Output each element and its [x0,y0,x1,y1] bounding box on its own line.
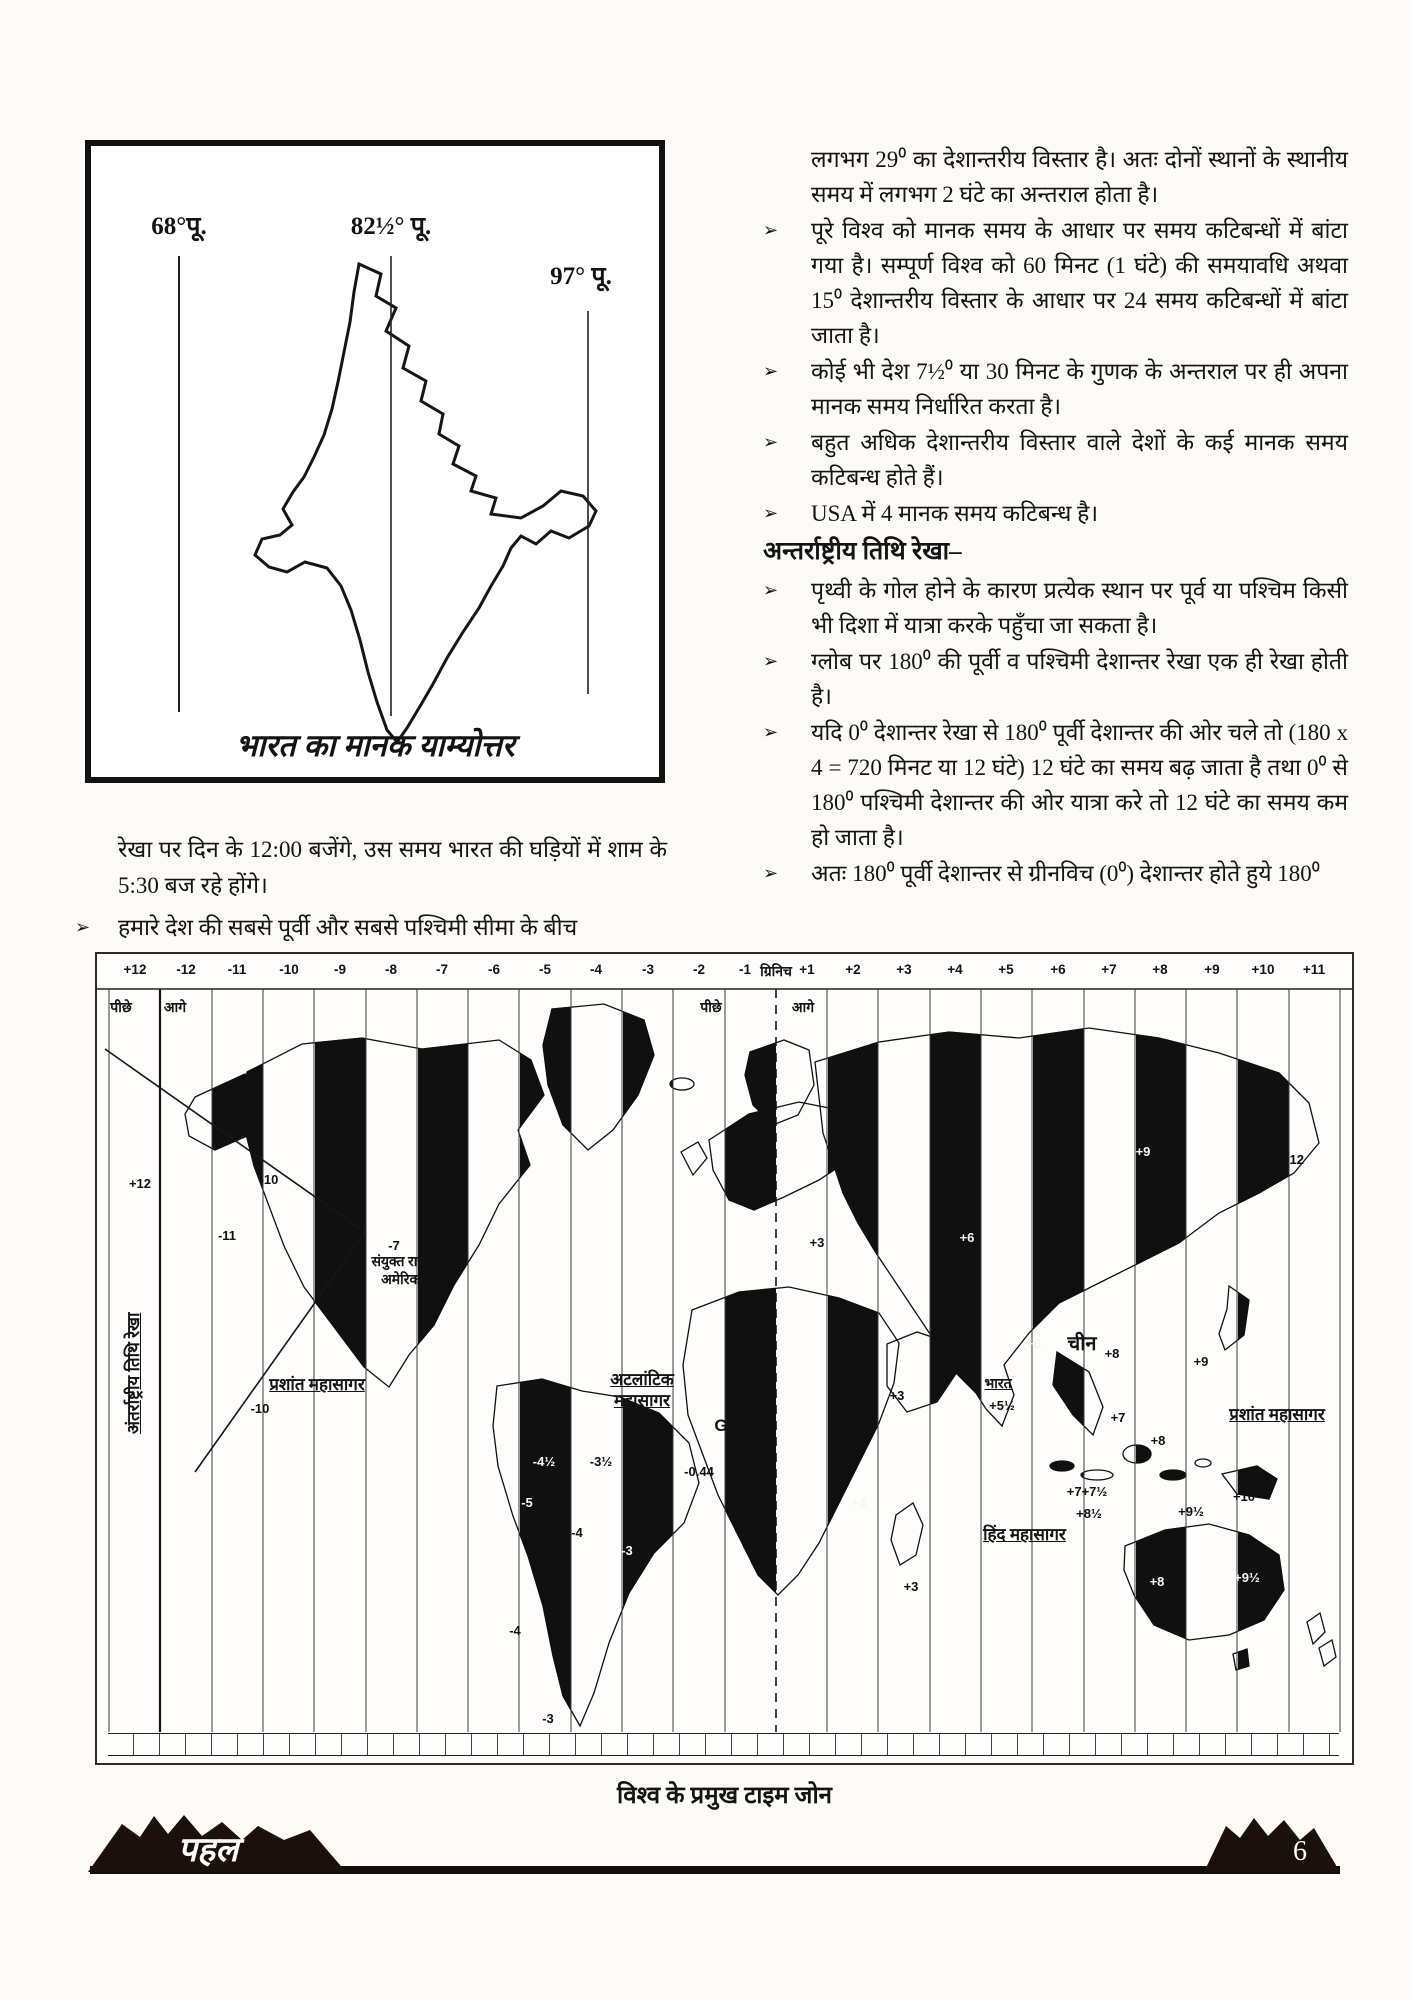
pacific-ocean-east-label: प्रशांत महासागर [1229,1405,1325,1424]
zone-value: +9 [1193,1354,1209,1369]
zone-number: -4 [589,962,603,977]
left-bullet-item [75,910,667,946]
zone-number: -3 [641,962,655,977]
zone-number: +9 [1204,962,1220,977]
zone-number: -12 [176,962,196,977]
zone-number: -5 [538,962,552,977]
zone-number: -10 [279,962,299,977]
zone-value: +7 [1110,1410,1126,1425]
page-number-shape [1204,1818,1340,1872]
zone-value: +12 [128,1176,152,1191]
bullet-arrow-icon: ➢ [763,220,779,241]
zone-value: +9½ [1178,1504,1204,1519]
zone-number: -11 [227,962,247,977]
ahead-label: आगे [163,1001,187,1016]
zone-value: +3 [851,1495,867,1510]
zone-value: -3 [542,1711,554,1726]
india-outline [255,264,596,742]
bullet-arrow-icon: ➢ [763,503,779,524]
zone-value: +9½ [1234,1570,1260,1585]
zone-value: +12 [1281,1152,1305,1167]
china-label: चीन [1067,1333,1097,1355]
zone-value: +5½ [989,1398,1015,1413]
pacific-ocean-west-label: प्रशांत महासागर [269,1375,365,1394]
bullet-item: ➢ ग्लोब पर 180⁰ की पूर्वी व पश्चिमी देशान्तर रेखा एक ही रेखा होती है। [763,644,1348,714]
zone-number: +1 [799,962,815,977]
zone-value: -4 [571,1525,583,1540]
behind-label: पीछे [700,1001,722,1016]
text-item: लगभग 29⁰ का देशान्तरीय विस्तार है। अतः दोनों स्थानों के स्थानीय समय में लगभग 2 घंटे का अन्तराल होता है। [811,147,1348,207]
meridian-label-97: 97° पू. [550,263,612,290]
zone-value: +8 [1104,1346,1120,1361]
zone-number: +12 [123,962,147,977]
zone-value: +6 [959,1230,975,1245]
zone-number: +8 [1152,962,1168,977]
bullet-item: ➢ पृथ्वी के गोल होने के कारण प्रत्येक स्थान पर पूर्व या पश्चिम किसी भी दिशा में यात्रा करके पहुँचा जा सकता है। [763,573,1348,643]
zone-value: +8 [1150,1433,1166,1448]
zone-number: +11 [1302,962,1326,977]
zone-number: +5 [998,962,1014,977]
greenwich-label: ग्रिनिच [760,963,792,979]
world-map-drawing [97,954,1352,1763]
world-map-caption: विश्व के प्रमुख टाइम जोन [617,1783,832,1809]
bullet-arrow-icon: ➢ [763,722,779,743]
greenwich-g-label: G [714,1416,728,1435]
bullet-item: ➢ बहुत अधिक देशान्तरीय विस्तार वाले देशों के कई मानक समय कटिबन्ध होते हैं। [763,425,1348,495]
zone-value: +10 [1232,1489,1256,1504]
zone-value: +3 [889,1388,905,1403]
zone-number: +3 [896,962,912,977]
page-footer [88,1810,1344,1880]
atlantic-ocean-label: अटलांटिक महासागर [610,1370,674,1411]
zone-value: -7 [388,1238,400,1253]
behind-label: पीछे [110,1001,132,1016]
greenwich-offset-label: -0.44 [684,1464,714,1479]
meridian-label-82half: 82½° पू. [350,213,432,240]
bullet-arrow-icon: ➢ [763,863,779,884]
zone-value: +8½ [1076,1506,1102,1521]
zone-value: -4 [509,1623,521,1638]
india-meridian-figure [85,140,665,783]
zone-number: +4 [947,962,963,977]
left-paragraph: रेखा पर दिन के 12:00 बजेंगे, उस समय भारत की घड़ियों में शाम के 5:30 बज रहे होंगे। [118,837,667,898]
zone-number: -7 [435,962,449,977]
bullet-arrow-icon: ➢ [75,917,91,938]
right-column [763,142,1348,892]
date-line-label: अंतर्राष्ट्रीय तिथि रेखा [124,1312,143,1434]
bullet-arrow-icon: ➢ [763,580,779,601]
usa-label: संयुक्त राज्य अमेरिका [371,1255,434,1288]
zone-value: -3½ [589,1454,613,1469]
bullet-item: ➢ कोई भी देश 7½⁰ या 30 मिनट के गुणक के अन्तराल पर ही अपना मानक समय निर्धारित करता है। [763,354,1348,424]
zone-number: +10 [1251,962,1275,977]
bullet-item: ➢ अतः 180⁰ पूर्वी देशान्तर से ग्रीनविच (0⁰) देशान्तर होते हुये 180⁰ [763,856,1348,891]
zone-value: -10 [250,1401,270,1416]
indian-ocean-label: हिंद महासागर [983,1525,1066,1544]
zone-value: -11 [217,1228,237,1243]
zone-number: -9 [333,962,347,977]
zone-value: +3 [809,1235,825,1250]
india-label: भारत [984,1377,1012,1392]
zone-number: +2 [845,962,861,977]
zone-value: +9 [1135,1144,1151,1159]
left-column [75,832,667,946]
ahead-label: आगे [791,1001,815,1016]
zone-value: +8 [1026,1336,1042,1351]
zone-value: -10 [259,1172,279,1187]
world-timezone-map [95,952,1354,1765]
zone-value: +3 [903,1579,919,1594]
bullet-item: ➢ पूरे विश्व को मानक समय के आधार पर समय कटिबन्धों में बांटा गया है। सम्पूर्ण विश्व को 60 मिनट (1 घंटे) की समयावधि अथवा 15⁰ देशान्तरीय विस्तार के आधार पर 24 समय कटिबन्धों में बांटा जाता है। [763,213,1348,353]
bullet-arrow-icon: ➢ [763,361,779,382]
zone-number: -2 [692,962,706,977]
map-scale-strip [108,1733,1339,1756]
page-number: 6 [1293,1836,1307,1867]
publisher-logo-text: पहल [177,1832,239,1869]
zone-value: +8 [1149,1574,1165,1589]
zone-value: -3 [621,1543,633,1558]
bullet-arrow-icon: ➢ [763,432,779,453]
zone-number: +6 [1050,962,1066,977]
bullet-item: ➢ USA में 4 मानक समय कटिबन्ध है। [763,496,1348,531]
india-figure-caption: भारत का मानक याम्योत्तर [235,728,515,763]
zone-number: +7 [1101,962,1117,977]
zone-number: -6 [487,962,501,977]
zone-value: +7+7½ [1066,1484,1108,1499]
left-bullet-text: हमारे देश की सबसे पूर्वी और सबसे पश्चिमी सीमा के बीच [118,915,578,940]
zone-number: -1 [738,962,752,977]
meridian-label-68: 68°पू. [151,213,207,240]
zone-number: -8 [384,962,398,977]
bullet-arrow-icon: ➢ [763,651,779,672]
bullet-item: ➢ यदि 0⁰ देशान्तर रेखा से 180⁰ पूर्वी देशान्तर की ओर चले तो (180 x 4 = 720 मिनट या 12 घंटे) 12 घंटे का समय बढ़ जाता है तथा 0⁰ से 180⁰ पश्चिमी देशान्तर की ओर यात्रा करे तो 12 घंटे का समय कम हो जाता है। [763,715,1348,855]
zone-value: -4½ [532,1454,556,1469]
section-heading: अन्तर्राष्ट्रीय तिथि रेखा– [763,538,962,565]
zone-value: -5 [521,1495,533,1510]
